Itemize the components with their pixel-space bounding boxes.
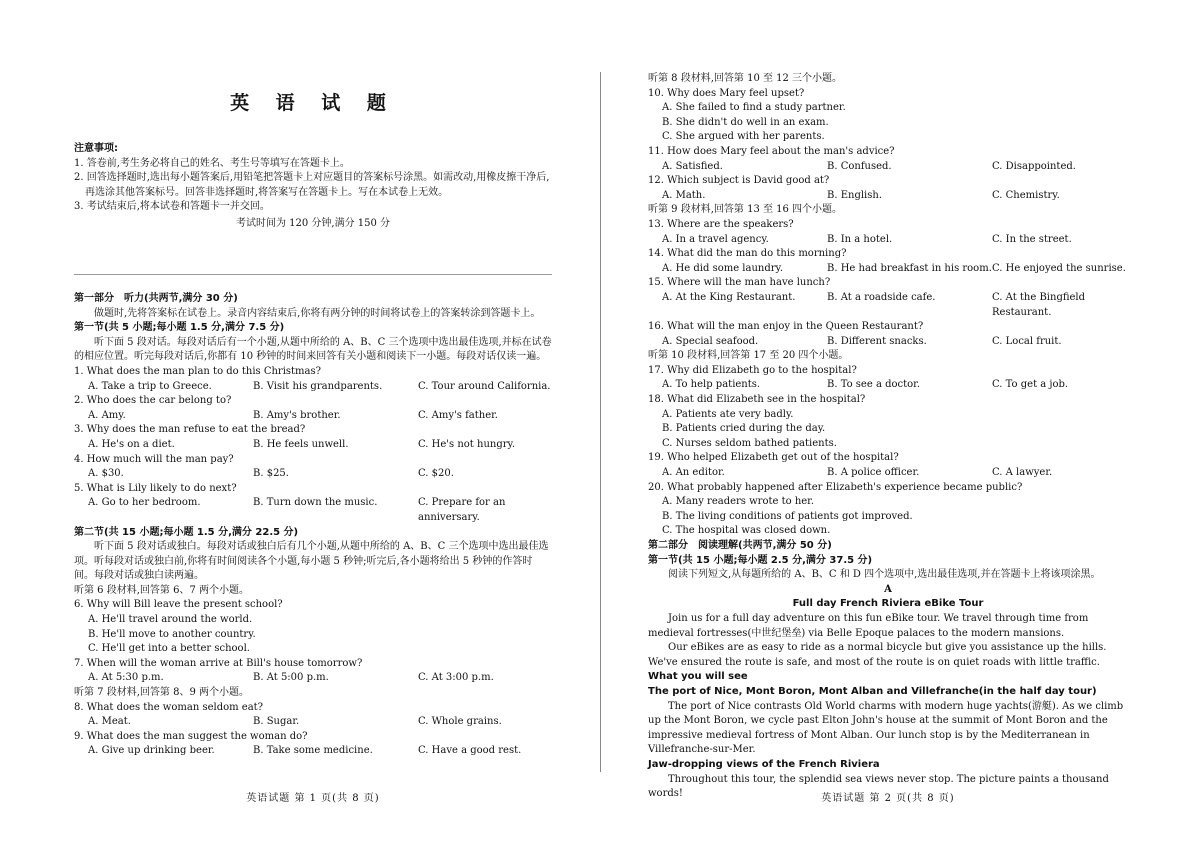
part1-heading: 第一部分 听力(共两节,满分 30 分) [74, 293, 238, 304]
passage-subheading: What you will see [648, 671, 748, 683]
question-2-options [74, 409, 552, 424]
listening-part [74, 292, 552, 759]
option-b: B. Visit his grandparents. [253, 380, 383, 392]
question-6: 6. Why will Bill leave the present school? [74, 599, 283, 611]
question-8: 8. What does the woman seldom eat? [74, 701, 264, 713]
question-5-options [74, 496, 552, 525]
material-6-instruction: 听第 6 段材料,回答第 6、7 两个小题。 [74, 584, 249, 596]
question-2: 2. Who does the car belong to? [74, 395, 232, 407]
question-4-options [74, 467, 552, 482]
option-b: B. She didn't do well in an exam. [662, 116, 829, 128]
option-c: C. He'll get into a better school. [88, 643, 250, 655]
option-a: A. He did some laundry. [662, 262, 784, 274]
option-a: A. Amy. [88, 409, 126, 421]
option-b: B. To see a doctor. [827, 379, 921, 391]
option-c: C. At the Bingfield Restaurant. [992, 291, 1086, 318]
notice-block [74, 142, 552, 232]
listening-continued [648, 72, 1128, 802]
option-a: A. He's on a diet. [88, 438, 175, 450]
question-16-options [648, 335, 1128, 350]
option-a: A. Many readers wrote to her. [662, 496, 815, 508]
option-c: C. The hospital was closed down. [662, 525, 831, 537]
option-a: A. Give up drinking beer. [88, 745, 215, 757]
question-1-options [74, 380, 552, 395]
option-a: A. At 5:30 p.m. [88, 672, 164, 684]
question-20: 20. What probably happened after Elizabeth's experience became public? [648, 481, 1023, 493]
option-c: C. Local fruit. [992, 335, 1062, 347]
sec2-heading: 第二节(共 15 小题;每小题 1.5 分,满分 22.5 分) [74, 526, 299, 538]
option-c: C. A lawyer. [992, 467, 1053, 479]
exam-title: 英 语 试 题 [230, 92, 396, 114]
option-b: B. English. [827, 189, 882, 201]
option-c: C. He's not hungry. [418, 438, 516, 450]
question-19: 19. Who helped Elizabeth get out of the hospital? [648, 452, 899, 464]
question-14: 14. What did the man do this morning? [648, 248, 847, 260]
page-2 [648, 0, 1128, 849]
option-c: C. Tour around California. [418, 380, 551, 392]
option-b: B. He had breakfast in his room. [827, 262, 992, 274]
question-13-options [648, 233, 1128, 248]
option-b: B. Sugar. [253, 716, 300, 728]
question-7: 7. When will the woman arrive at Bill's house tomorrow? [74, 657, 363, 669]
passage-letter: A [884, 583, 892, 595]
passage-paragraph: Our eBikes are as easy to ride as a normal bicycle but give you assistance up the hills. We've ensured the route is safe, and most of the route is on quiet roads with little traffic. [648, 642, 1107, 668]
option-b: B. Turn down the music. [253, 497, 378, 509]
option-b: B. Patients cried during the day. [662, 423, 826, 435]
question-18: 18. What did Elizabeth see in the hospital? [648, 394, 866, 406]
option-a: A. Patients ate very badly. [662, 408, 794, 420]
sec2-intro: 听下面 5 段对话或独白。每段对话或独白后有几个小题,从题中所给的 A、B、C 三个选项中选出最佳选项。听每段对话或独白前,你将有时间阅读各个小题,每小题 5 秒钟;听完后,各小题将给出 5 秒钟的作答时间。每段对话或独白读两遍。 [74, 541, 549, 582]
question-17-options [648, 378, 1128, 393]
section-rule [74, 274, 552, 275]
question-16: 16. What will the man enjoy in the Queen Restaurant? [648, 321, 924, 333]
question-4: 4. How much will the man pay? [74, 453, 234, 465]
notice-item: 3. 考试结束后,将本试卷和答题卡一并交回。 [74, 201, 270, 213]
option-b: B. Take some medicine. [253, 745, 373, 757]
option-b: B. The living conditions of patients got improved. [662, 510, 913, 522]
option-c: C. Amy's father. [418, 409, 498, 421]
option-c: C. Whole grains. [418, 716, 502, 728]
sec3-intro: 阅读下列短文,从每题所给的 A、B、C 和 D 四个选项中,选出最佳选项,并在答题卡上将该项涂黑。 [668, 569, 1101, 581]
question-7-options [74, 671, 552, 686]
option-a: A. In a travel agency. [662, 233, 769, 245]
option-c: C. To get a job. [992, 379, 1069, 391]
option-b: B. At 5:00 p.m. [253, 672, 329, 684]
page-1 [74, 0, 552, 849]
question-3-options [74, 438, 552, 453]
option-c: C. Disappointed. [992, 160, 1076, 172]
option-a: A. She failed to find a study partner. [662, 102, 846, 114]
passage-subheading: The port of Nice, Mont Boron, Mont Alban and Villefranche(in the half day tour) [648, 685, 1097, 697]
notice-heading: 注意事项: [74, 143, 118, 154]
part1-intro: 做题时,先将答案标在试卷上。录音内容结束后,你将有两分钟的时间将试卷上的答案转涂到答题卡上。 [94, 307, 541, 319]
material-8-instruction: 听第 8 段材料,回答第 10 至 12 三个小题。 [648, 73, 843, 84]
option-c: C. She argued with her parents. [662, 131, 825, 143]
option-a: A. To help patients. [662, 379, 761, 391]
option-a: A. $30. [88, 468, 124, 480]
option-b: B. In a hotel. [827, 233, 893, 245]
notice-item: 1. 答卷前,考生务必将自己的姓名、考生号等填写在答题卡上。 [74, 157, 350, 169]
option-a: A. Satisfied. [662, 160, 723, 172]
question-19-options [648, 466, 1128, 481]
passage-subheading: Jaw-dropping views of the French Riviera [648, 758, 880, 770]
option-b: B. A police officer. [827, 467, 920, 479]
passage-paragraph: Join us for a full day adventure on this fun eBike tour. We travel through time from medieval fortresses(中世纪堡垒) via Belle Epoque palaces to the modern mansions. [648, 612, 1089, 639]
option-b: B. At a roadside cafe. [827, 291, 936, 303]
page-footer: 英语试题 第 1 页(共 8 页) [246, 793, 380, 804]
option-a: A. At the King Restaurant. [662, 291, 796, 303]
question-14-options [648, 262, 1128, 277]
option-c: C. Chemistry. [992, 189, 1060, 201]
page-footer: 英语试题 第 2 页(共 8 页) [821, 793, 955, 804]
question-9: 9. What does the man suggest the woman do? [74, 730, 308, 742]
question-13: 13. Where are the speakers? [648, 218, 794, 230]
material-7-instruction: 听第 7 段材料,回答第 8、9 两个小题。 [74, 687, 249, 699]
notice-item: 2. 回答选择题时,选出每小题答案后,用铅笔把答题卡上对应题目的答案标号涂黑。如需改动,用橡皮擦干净后,再选涂其他答案标号。回答非选择题时,将答案写在答题卡上。写在本试卷上无效。 [74, 172, 550, 198]
option-b: B. Different snacks. [827, 335, 927, 347]
option-c: C. $20. [418, 468, 454, 480]
sec1-heading: 第一节(共 5 小题;每小题 1.5 分,满分 7.5 分) [74, 322, 285, 334]
option-c: C. At 3:00 p.m. [418, 672, 494, 684]
question-3: 3. Why does the man refuse to eat the bread? [74, 424, 306, 436]
question-12: 12. Which subject is David good at? [648, 175, 830, 187]
option-b: B. $25. [253, 468, 289, 480]
question-15-options [648, 291, 1128, 320]
question-11-options [648, 160, 1128, 175]
option-c: C. Have a good rest. [418, 745, 522, 757]
option-b: B. Amy's brother. [253, 409, 341, 421]
option-b: B. He feels unwell. [253, 438, 349, 450]
material-10-instruction: 听第 10 段材料,回答第 17 至 20 四个小题。 [648, 350, 849, 362]
option-a: A. Take a trip to Greece. [88, 380, 212, 392]
sec3-heading: 第一节(共 15 小题;每小题 2.5 分,满分 37.5 分) [648, 554, 873, 566]
option-c: C. Nurses seldom bathed patients. [662, 437, 837, 449]
question-12-options [648, 189, 1128, 204]
question-15: 15. Where will the man have lunch? [648, 277, 831, 289]
passage-paragraph: The port of Nice contrasts Old World charms with modern huge yachts(游艇). As we climb up the Mont Boron, we cycle past Elton John's house at the summit of Mont Boron and the impressive medieval fortress of Mont Alban. Our lunch stop is by the Mediterranean in Villefranche-sur-Mer. [648, 700, 1124, 756]
column-divider [600, 72, 601, 772]
option-c: C. In the street. [992, 233, 1072, 245]
question-1: 1. What does the man plan to do this Christmas? [74, 365, 321, 377]
question-10: 10. Why does Mary feel upset? [648, 87, 805, 99]
option-c: C. Prepare for an anniversary. [418, 497, 506, 523]
option-b: B. He'll move to another country. [88, 628, 256, 640]
option-a: A. Special seafood. [662, 335, 759, 347]
option-a: A. Meat. [88, 716, 131, 728]
option-a: A. Math. [662, 189, 706, 201]
question-11: 11. How does Mary feel about the man's advice? [648, 145, 895, 157]
option-a: A. Go to her bedroom. [88, 497, 201, 509]
exam-time-line: 考试时间为 120 分钟,满分 150 分 [235, 217, 391, 229]
question-8-options [74, 715, 552, 730]
question-17: 17. Why did Elizabeth go to the hospital? [648, 364, 857, 376]
part2-heading: 第二部分 阅读理解(共两节,满分 50 分) [648, 540, 832, 551]
option-c: C. He enjoyed the sunrise. [992, 262, 1126, 274]
sec1-intro: 听下面 5 段对话。每段对话后有一个小题,从题中所给的 A、B、C 三个选项中选出最佳选项,并标在试卷的相应位置。听完每段对话后,你都有 10 秒钟的时间来回答有关小题和阅读下一小题。每段对话仅读一遍。 [74, 336, 552, 363]
option-a: A. He'll travel around the world. [88, 614, 253, 626]
question-9-options [74, 744, 552, 759]
question-5: 5. What is Lily likely to do next? [74, 482, 237, 494]
passage-title: Full day French Riviera eBike Tour [792, 598, 984, 610]
option-b: B. Confused. [827, 160, 892, 172]
passage-paragraph: Throughout this tour, the splendid sea views never stop. The picture paints a thousand words! [648, 773, 1109, 800]
material-9-instruction: 听第 9 段材料,回答第 13 至 16 四个小题。 [648, 204, 843, 216]
option-a: A. An editor. [662, 467, 725, 479]
